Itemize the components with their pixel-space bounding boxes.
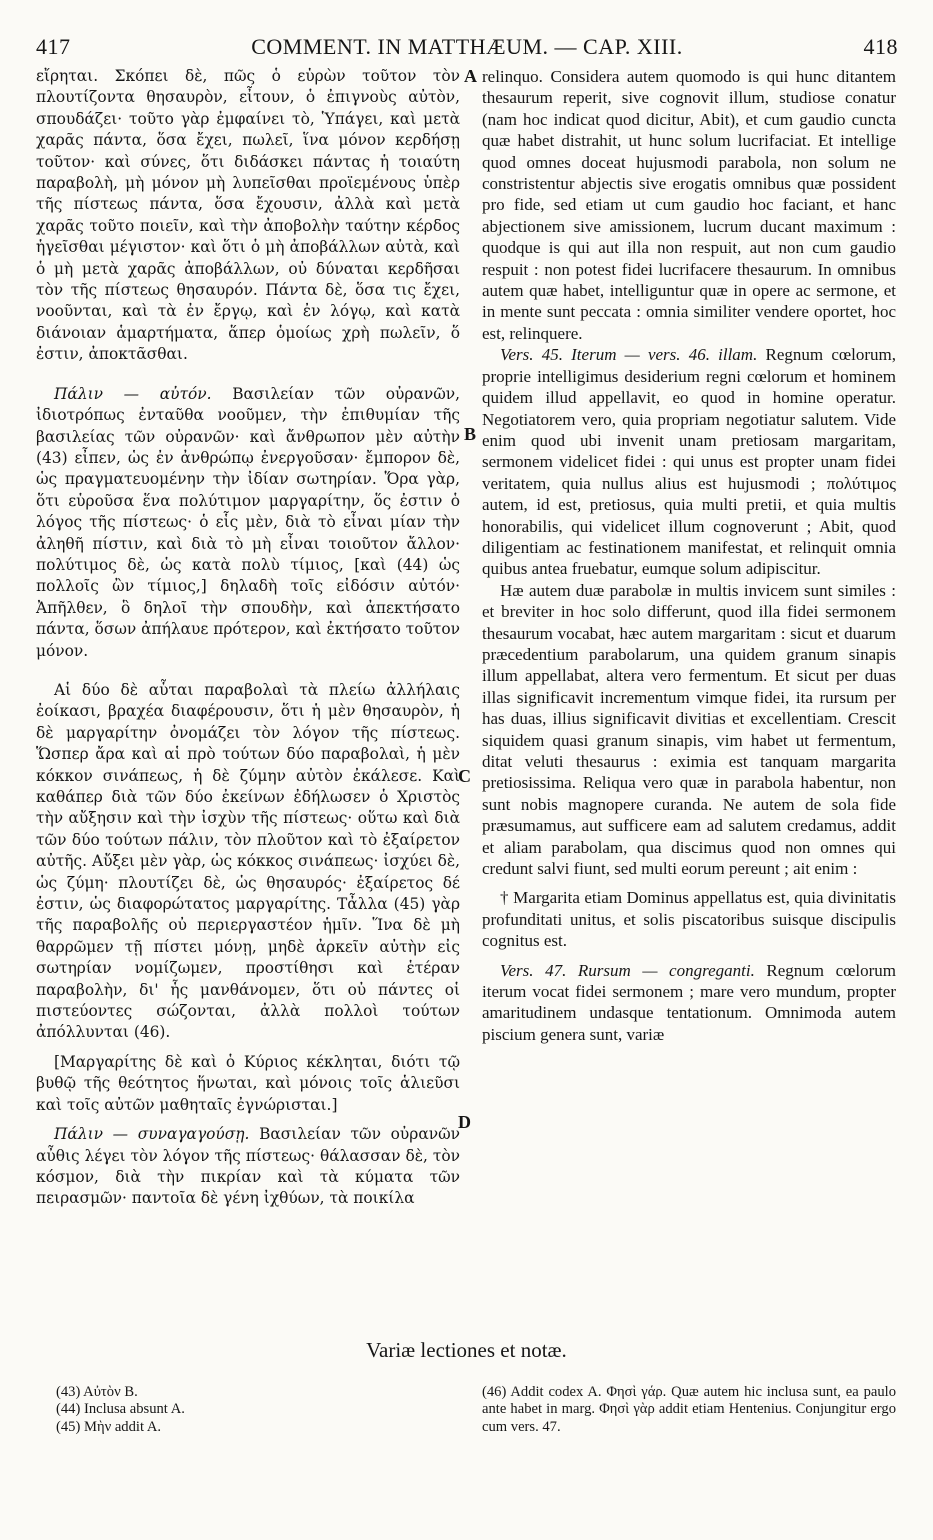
notes-right-column [482,1384,896,1436]
latin-paragraph-2 [482,344,896,579]
margin-mark-c: C [458,766,471,786]
margin-mark-d: D [458,1112,471,1132]
latin-paragraph-2-text: Regnum cœlorum, proprie intelligimus desiderium regni cœlorum et hominem quidem illud appellavit, eo quod in homine operatur. Negotiatorem vero, quia propriam negotiatur salutem. Vide enim quod ubi invenit unam pretiosam margaritam, sermonem videlicet fidei : qui unus est propter unam fidei veritatem, quia nullus alius est hujusmodi ; πολύτιμος autem, id est, pretiosus, quia multi pretii, et quia multis honorabilis, qui videlicet illum cognoverunt ; Abit, quod diligentiam ac festinationem manifestat, et relinquit omnia quibus antea fruebatur, eumque solum adipiscitur. [482,345,896,579]
latin-paragraph-5 [482,960,896,1046]
note-45: (45) Μὴν addit A. [56,1418,162,1435]
note-44: (44) Inclusa absunt A. [56,1401,185,1418]
greek-lemma-2: Πάλιν — συναγαγούσῃ. [54,1125,250,1144]
greek-column [36,66,460,1210]
greek-paragraph-3: Αἱ δύο δὲ αὗται παραβολαὶ τὰ πλείω ἀλλήλαις ἐοίκασι, βραχέα διαφέρουσιν, ὅτι ἡ μὲν θησαυρὸν, ἡ δὲ μαργαρίτην ὀνομάζει τὸν λόγον τῆς πίστεως. Ὥσπερ ἄρα καὶ αἱ πρὸ τούτων δύο παραβολαὶ, ἡ μὲν κόκκον σινάπεως, ἡ δὲ ζύμην αὐτὸν ἐκάλεσε. Καὶ καθάπερ διὰ τῶν δύο ἐκείνων ἐδήλωσεν ὁ Χριστὸς τὴν αὔξησιν καὶ τὴν ἰσχὺν τῆς πίστεως· οὕτω καὶ διὰ τῶν δύο τούτων πάλιν, τὸν πλοῦτον καὶ τὸ ἐξαίρετον αὐτῆς. Αὔξει μὲν γὰρ, ὡς κόκκος σινάπεως· ἰσχύει δὲ, ὡς ζύμη· πλουτίζει δὲ, ὡς θησαυρός· ἐξαίρετος δέ ἐστιν, ὡς διαφορώτατος μαργαρίτης. Τἆλλα (45) γὰρ τῆς παραβολῆς οὐ περιεργαστέον ἡμῖν. Ἵνα δὲ μὴ θαρρῶμεν τῇ πίστει μόνῃ, μηδὲ ἀρκεῖν αὐτὴν εἰς σωτηρίαν νομίζωμεν, προστίθησι καὶ ἑτέραν παραβολὴν, δι' ἧς μανθάνομεν, ὅτι οὐ πάντες οἱ πιστεύοντες σώζονται, ἀλλὰ πολλοὶ τούτων ἀπόλλυνται (46). [36,680,460,1042]
margin-mark-a: A [464,66,477,86]
note-46: (46) Addit codex A. Φησὶ γάρ. Quæ autem hic inclusa sunt, ea paulo ante habet in marg. Φησὶ γὰρ addit etiam Hentenius. Conjungitur ergo cum vers. 47. [482,1384,896,1435]
greek-paragraph-1: εἴρηται. Σκόπει δὲ, πῶς ὁ εὑρὼν τοῦτον τὸν πλουτίζοντα θησαυρὸν, εἶτουν, ὁ ἐπιγνοὺς αὐτὸν, σπουδάζει· τοῦτο γὰρ ἐμφαίνει τὸ, Ὑπάγει, καὶ μετὰ χαρᾶς πάντα, ὅσα ἔχει, πωλεῖ, ἵνα μόνον κερδήσῃ τοῦτον· καὶ σύνες, ὅτι διδάσκει πάντας ἡ τοιαύτη παραβολὴ, μὴ μόνον μὴ λυπεῖσθαι προϊεμένους ὑπὲρ τῆς πίστεως πάντα, ὅσα ἔχουσιν, ἀλλὰ καὶ μετὰ χαρᾶς τοῦτο ποιεῖν, καὶ τὴν ἀποβολὴν ταύτην κέρδος ἡγεῖσθαι μέγιστον· καὶ ὅτι ὁ μὴ ἀποβάλλων αὐτὰ, καὶ ὁ μὴ μετὰ χαρᾶς ἀποβάλλων, οὐ δύναται κερδῆσαι τὸν τῆς πίστεως θησαυρόν. Πάντα δὲ, ὅσα τις ἔχει, νοοῦνται, καὶ τὰ ἐν ἔργῳ, καὶ ἐν λόγῳ, καὶ κατὰ διάνοιαν ἁμαρτήματα, ἅπερ ὁμοίως χρὴ πωλεῖν, ὅ ἐστιν, ἀποκτᾶσθαι. [36,67,460,364]
notes-left-column [56,1384,456,1436]
greek-paragraph-5 [36,1124,460,1210]
latin-column [482,66,896,1045]
note-43: (43) Αὐτὸν B. [56,1384,138,1400]
greek-paragraph-2 [36,384,460,662]
greek-paragraph-5-text: Βασιλείαν τῶν οὐρανῶν αὖθις λέγει τὸν λόγον τῆς πίστεως· θάλασσαν δὲ, τὸν κόσμον, διὰ τὴν πικρίαν καὶ τὰ κύματα τῶν πειρασμῶν· παντοῖα δὲ γένη ἰχθύων, τὰ ποικίλα [36,1125,460,1208]
latin-lemma-2: Vers. 47. Rursum — congreganti. [500,960,755,980]
latin-paragraph-4: † Margarita etiam Dominus appellatus est, quia divinitatis profunditati unitus, et solis piscatoribus suisque discipulis cognitus est. [482,888,896,951]
greek-paragraph-2-text: Βασιλείαν τῶν οὐρανῶν, ἰδιοτρόπως ἐνταῦθα νοοῦμεν, τὴν ἐπιθυμίαν τῆς βασιλείας τῶν οὐρανῶν· καὶ ἄνθρωπον μὲν αὐτὴν (43) εἶπεν, ὡς ἐν ἀνθρώπῳ ἐνεργοῦσαν· ἔμπορον δὲ, ὡς πραγματευομένην τὴν ἰδίαν σωτηρίαν. Ὅρα γὰρ, ὅτι εὑροῦσα ἕνα πολύτιμον μαργαρίτην, ὅς ἐστιν ὁ λόγος τῆς πίστεως· ὁ εἷς μὲν, διὰ τὸ εἶναι μίαν τὴν ἀληθῆ πίστιν, καὶ διὰ τὸ μὴ εἶναι τοιοῦτον ἄλλον· πολύτιμος δὲ, ὡς κατὰ πολὺ τίμιος, [καὶ (44) ὡς πολλοῖς ὢν τίμιος,] δηλαδὴ τοῖς εἰδόσιν αὐτόν· Ἀπῆλθεν, ὃ δηλοῖ τὴν σπουδὴν, καὶ ἀπεκτήσατο πάντα, ὅσων ἀπήλαυε πρότερον, καὶ ἐκτήσατο τοῦτον μόνον. [36,384,460,660]
running-title: COMMENT. IN MATTHÆUM. — CAP. XIII. [251,34,683,59]
greek-lemma-1: Πάλιν — αὐτόν. [54,384,212,403]
latin-lemma-1: Vers. 45. Iterum — vers. 46. illam. [500,345,758,365]
right-page-number: 418 [863,34,898,59]
latin-paragraph-5-text: Regnum cœlorum iterum vocat fidei sermonem ; mare vero mundum, propter amaritudinem undasque tentationum. Omnimoda autem piscium genera sunt, variæ [482,960,896,1044]
margin-mark-b: B [464,424,477,444]
running-header [36,34,898,62]
latin-paragraph-3: Hæ autem duæ parabolæ in multis invicem sunt similes : et breviter in hoc solo differunt, quod illa fidei sermonem thesaurum vocabat, hæc autem margaritam : sicut et duarum præcedentium parabolarum, una quidem granum sinapis illum appellabat, altera vero fermentum. Et sicut per duas illas significavit incrementum vimque fidei, ita rursum per has duas, illius significavit divitias et excellentiam. Crescit siquidem quasi granum sinapis, vim habet ut fermentum, ditat veluti thesaurus : eximia est tanquam margarita pretiosissima. Reliqua vero quæ in parabola habentur, non sunt nobis magnopere curanda. Ne autem de sola fide præsumamus, aut sufficere eam ad salutem credamus, addit et aliam parabolam, qua discimus quod non omnes qui credunt salvi fiunt, sed multi eorum pereunt ; ait enim : [482,580,896,879]
left-page-number: 417 [36,34,71,59]
greek-paragraph-4: [Μαργαρίτης δὲ καὶ ὁ Κύριος κέκληται, διότι τῷ βυθῷ τῆς θεότητος ἥνωται, καὶ μόνοις τοῖς ἁλιεῦσι καὶ τοῖς αὐτῶν μαθηταῖς ἐγνώρισται.] [36,1052,460,1114]
notes-heading: Variæ lectiones et notæ. [366,1338,567,1362]
latin-paragraph-1: relinquo. Considera autem quomodo is qui hunc ditantem thesaurum reperit, sive cognovit illum, studiose conatur (nam hoc indicat quod dicitur, Abit), et cum gaudio cuncta quæ habet distrahit, ut hunc solum lucrifaciat. Et intellige quod omnes doceat hujusmodi parabola, non solum ne constristentur abjectis sive erogatis omnibus quæ possident pro fide, sed etiam ut cum gaudio hoc faciant, et hanc abjectionem sive amissionem, lucrum ducant maximum : quodque is qui aut illa non respuit, aut non cum gaudio respuit : non potest fidei lucrifacere thesaurum. In omnibus autem quæ habet, intelliguntur quæ in opere ac sermone, et in mente sunt peccata : omnia similiter vendere oportet, hoc est, relinquere. [482,67,896,343]
